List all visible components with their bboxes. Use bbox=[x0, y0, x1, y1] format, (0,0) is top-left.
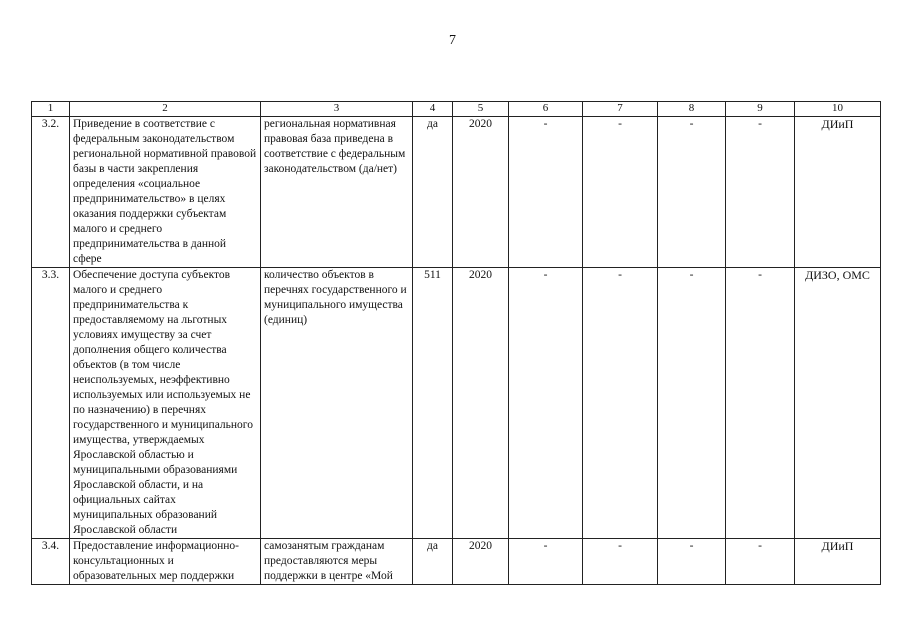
base-value: да bbox=[413, 117, 453, 268]
col8-value: - bbox=[658, 539, 726, 585]
table-row bbox=[32, 539, 881, 585]
indicator-text: региональная нормативная правовая база приведена в соответствие с федеральным законодательством (да/нет) bbox=[261, 117, 413, 268]
page-number: 7 bbox=[449, 33, 456, 48]
year-value: 2020 bbox=[453, 268, 509, 539]
measure-text: Приведение в соответствие с федеральным законодательством региональной нормативной правовой базы в части закрепления определения «социальное предпринимательство» в целях оказания поддержки субъектам малого и среднего предпринимательства в данной сфере bbox=[70, 117, 261, 268]
header-cell: 4 bbox=[413, 102, 453, 117]
measure-text: Обеспечение доступа субъектов малого и среднего предпринимательства к предоставляемому на льготных условиях имуществу за счет дополнения общего количества объектов (в том числе неиспользуемых, неэффективно используемых или используемых не по назначению) в перечнях государственного и муниципального имущества, утверждаемых Ярославской областью и муниципальными образованиями Ярославской области, и на официальных сайтах муниципальных образований Ярославской области bbox=[70, 268, 261, 539]
executor: ДИиП bbox=[795, 117, 881, 268]
col6-value: - bbox=[509, 117, 583, 268]
year-value: 2020 bbox=[453, 117, 509, 268]
header-cell: 7 bbox=[583, 102, 658, 117]
col6-value: - bbox=[509, 268, 583, 539]
base-value: да bbox=[413, 539, 453, 585]
executor: ДИЗО, ОМС bbox=[795, 268, 881, 539]
header-cell: 2 bbox=[70, 102, 261, 117]
row-number: 3.3. bbox=[32, 268, 70, 539]
col7-value: - bbox=[583, 268, 658, 539]
header-cell: 1 bbox=[32, 102, 70, 117]
col6-value: - bbox=[509, 539, 583, 585]
col7-value: - bbox=[583, 117, 658, 268]
header-cell: 3 bbox=[261, 102, 413, 117]
header-cell: 5 bbox=[453, 102, 509, 117]
header-cell: 10 bbox=[795, 102, 881, 117]
base-value: 511 bbox=[413, 268, 453, 539]
table-row bbox=[32, 268, 881, 539]
col9-value: - bbox=[726, 268, 795, 539]
header-row bbox=[32, 102, 881, 117]
col7-value: - bbox=[583, 539, 658, 585]
col9-value: - bbox=[726, 539, 795, 585]
header-cell: 6 bbox=[509, 102, 583, 117]
row-number: 3.4. bbox=[32, 539, 70, 585]
header-cell: 9 bbox=[726, 102, 795, 117]
table-row bbox=[32, 117, 881, 268]
row-number: 3.2. bbox=[32, 117, 70, 268]
indicator-text: количество объектов в перечнях государственного и муниципального имущества (единиц) bbox=[261, 268, 413, 539]
col9-value: - bbox=[726, 117, 795, 268]
measures-table bbox=[31, 101, 881, 585]
col8-value: - bbox=[658, 268, 726, 539]
year-value: 2020 bbox=[453, 539, 509, 585]
header-cell: 8 bbox=[658, 102, 726, 117]
measure-text: Предоставление информационно-консультационных и образовательных мер поддержки bbox=[70, 539, 261, 585]
col8-value: - bbox=[658, 117, 726, 268]
executor: ДИиП bbox=[795, 539, 881, 585]
indicator-text: самозанятым гражданам предоставляются меры поддержки в центре «Мой bbox=[261, 539, 413, 585]
